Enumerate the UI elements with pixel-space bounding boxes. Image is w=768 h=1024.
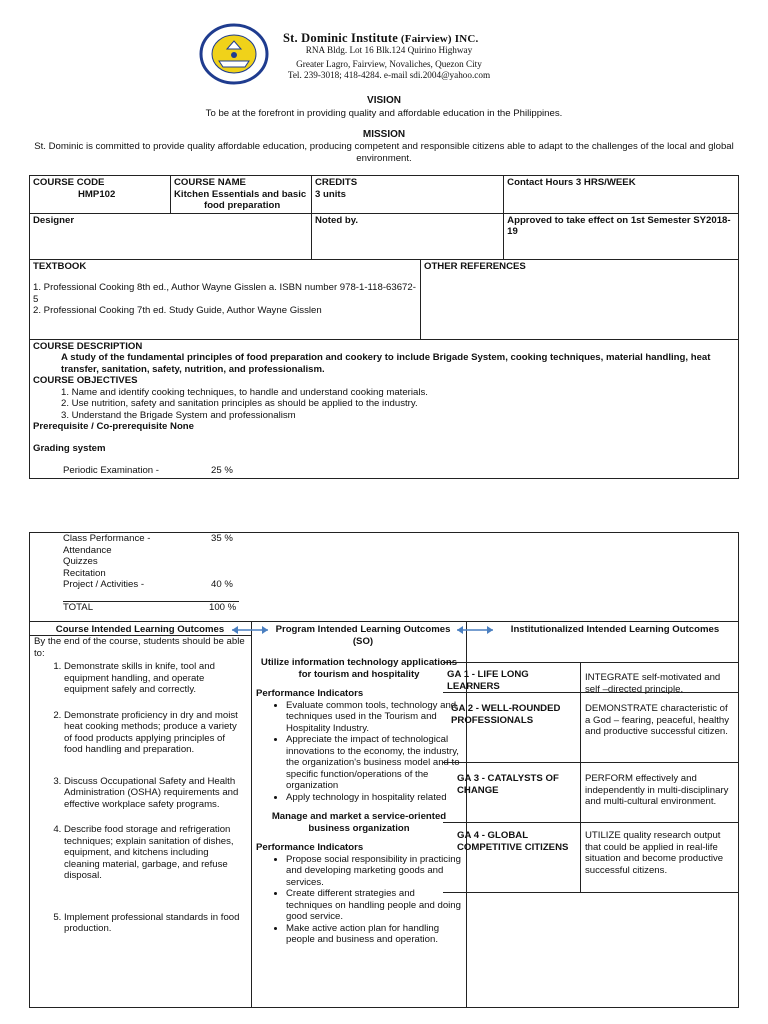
list-item: • Apply technology in hospitality related <box>286 792 462 804</box>
course-description-cell: COURSE DESCRIPTION A study of the fundamental principles of food preparation and cookery to include Brigade System, cooking techniques, material handling, heat transfer, sanitation, safety, nutrition, and professionalism. COURSE OBJECTIVES 1. Name and identify cooking techniques, to handle and understand cooking materials. 2. Use nutrition, safety and sanitation principles as should be applied to the industry. 3. Understand the Brigade System and professionalism Prerequisite / Co-prerequisite None Grading system Periodic Examination - 25 % <box>30 339 739 478</box>
list-item: 4. Describe food storage and refrigeration techniques; explain sanitation of dishes, equipment, and kitchens including cleaning material, garbage, and refuse disposal. <box>64 824 246 882</box>
program-outcomes: Utilize information technology applications for tourism and hospitality Performance Indicators • Evaluate common tools, technology and techniques used in the Tourism and Hospitality Industry. • Appreciate the impact of technological innovations to the economy, the industry, the organization's business model and to specific function/operations of the organization • Apply technology in hospitality related Manage and market a service-oriented business organization Performance Indicators • Propose social responsibility in practicing and developing marketing goods and services. • Create different strategies and techniques on handling people and doing good service. • Make active action plan for handling people and business and operation. <box>256 657 462 946</box>
contact-hours-cell: Contact Hours 3 HRS/WEEK <box>504 176 739 214</box>
course-code-cell: COURSE CODE HMP102 <box>30 176 171 214</box>
ga-row-1: GA 1 - LIFE LONG LEARNERS INTEGRATE self-motivated and self –directed principle. <box>443 662 738 693</box>
list-item: 5. Implement professional standards in food production. <box>64 912 246 935</box>
list-item: • Appreciate the impact of technological innovations to the economy, the industry, the organization's business model and to specific function/operations of the organization <box>286 734 462 792</box>
ilo-header: Institutionalized Intended Learning Outcomes <box>510 624 720 635</box>
vision-text: To be at the forefront in providing quality and affordable education in the Philippines. <box>205 108 563 119</box>
pilo-header: Program Intended Learning Outcomes (SO) <box>275 624 451 647</box>
grading-continued: Class Performance - 35 % Attendance Quizzes Recitation Project / Activities - 40 % TOTAL 100 % <box>63 533 263 613</box>
list-item: 3. Discuss Occupational Safety and Health Administration (OSHA) requirements and effective workplace safety programs. <box>64 776 246 811</box>
designer-cell: Designer <box>30 213 312 259</box>
course-name-cell: COURSE NAME Kitchen Essentials and basic food preparation <box>171 176 312 214</box>
list-item: 2. Demonstrate proficiency in dry and moist heat cooking methods; produce a variety of food products applying principles of food handling and preparation. <box>64 710 246 756</box>
list-item: • Propose social responsibility in practicing and developing marketing goods and services. <box>286 854 462 889</box>
ga-row-2: GA 2 - WELL-ROUNDED PROFESSIONALS DEMONSTRATE characteristic of a God – fearing, peaceful, healthy and productive successful citizen. <box>443 692 738 763</box>
col-divider-1 <box>251 621 252 1007</box>
school-name: St. Dominic Institute (Fairview) INC. <box>283 31 479 45</box>
letterhead <box>0 0 768 95</box>
cilo-list: By the end of the course, students should be able to: 1. Demonstrate skills in knife, tool and equipment handling, and operate equipment safely and correctly. 2. Demonstrate proficiency in dry and moist heat cooking methods; produce a variety of food products applying principles of food handling and preparation. 3. Discuss Occupational Safety and Health Administration (OSHA) requirements and effective workplace safety programs. 4. Describe food storage and refrigeration techniques; explain sanitation of dishes, equipment, and kitchens including cleaning material, garbage, and refuse disposal. 5. Implement professional standards in food production. <box>34 636 246 949</box>
arrow-icon <box>455 625 495 635</box>
ga-row-3: GA 3 - CATALYSTS OF CHANGE PERFORM effectively and independently in multi-disciplinary and multi-cultural environment. <box>443 762 738 823</box>
cilo-header: Course Intended Learning Outcomes <box>55 624 225 635</box>
vision-title: VISION <box>367 95 401 106</box>
list-item: • Evaluate common tools, technology and techniques used in the Tourism and Hospitality Industry. <box>286 700 462 735</box>
approved-cell: Approved to take effect on 1st Semester SY2018-19 <box>504 213 739 259</box>
noted-by-cell: Noted by. <box>312 213 504 259</box>
other-references-cell: OTHER REFERENCES <box>420 259 738 339</box>
ga-row-4: GA 4 - GLOBAL COMPETITIVE CITIZENS UTILIZE quality research output that could be applied in real-life situation and become productive successful citizens. <box>443 822 738 893</box>
list-item: • Make active action plan for handling people and business and operation. <box>286 923 462 946</box>
textbook-cell: TEXTBOOK 1. Professional Cooking 8th ed., Author Wayne Gisslen a. ISBN number 978-1-118-63672-5 2. Professional Cooking 7th ed. Study Guide, Author Wayne Gisslen <box>30 259 421 339</box>
address-line-2: Greater Lagro, Fairview, Novaliches, Quezon City <box>296 59 482 69</box>
credits-cell: CREDITS 3 units <box>312 176 504 214</box>
list-item: • Create different strategies and techniques on handling people and doing good service. <box>286 888 462 923</box>
mission-text: St. Dominic is committed to provide quality affordable education, producing competent and responsible citizens able to adapt to the challenges of the local and global environment. <box>34 141 734 164</box>
mission-title: MISSION <box>362 129 406 140</box>
course-info-table <box>29 175 739 479</box>
address-line-3: Tel. 239-3018; 418-4284. e-mail sdi.2004@yahoo.com <box>287 70 491 80</box>
list-item: 1. Demonstrate skills in knife, tool and equipment handling, and operate equipment safely and correctly. <box>64 661 246 696</box>
address-line-1: RNA Bldg. Lot 16 Blk.124 Quirino Highway <box>305 45 473 55</box>
